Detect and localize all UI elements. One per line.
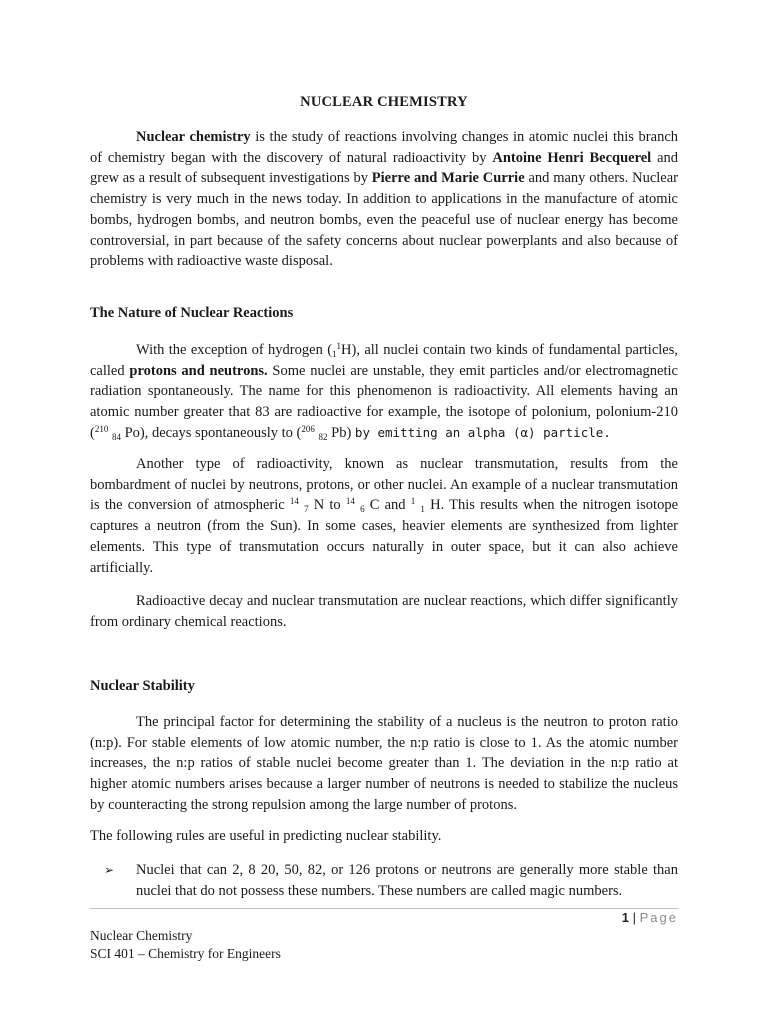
- nature-paragraph-3: Radioactive decay and nuclear transmutation are nuclear reactions, which differ significantly from ordinary chemical reactions.: [90, 593, 678, 630]
- intro-paragraph: Nuclear chemistry is the study of reactions involving changes in atomic nuclei this branch of chemistry began with the discovery of natural radioactivity by Antoine Henri Becquerel and grew as a result of subsequent investigations by Pierre and Marie Currie and many others. Nuclear chemistry is very much in the news today. In addition to applications in the manufacture of atomic bombs, hydrogen bombs, and neutron bombs, even the peaceful use of nuclear energy has become controversial, in part because of the safety concerns about nuclear powerplants and also because of problems with radioactive waste disposal.: [90, 129, 679, 270]
- page-footer: [90, 927, 281, 963]
- section-heading-nature: The Nature of Nuclear Reactions: [90, 305, 294, 321]
- nature-paragraph-1: With the exception of hydrogen $(_1^1H)$, all nuclei contain two kinds of fundamental particles, called protons and neutrons. Some nuclei are unstable, they emit particles and/or electromagnetic radiation spontaneously. The name for this phenomenon is radioactivity. All elements having an atomic number greater that 83 are radioactive for example, the isotope of polonium, polonium-210 ($^{210}$ $_{84}$ Po), decays spontaneously to ($^{206}$ $_{82}$ Pb) by emitting an alpha (α) particle.: [90, 341, 679, 442]
- footer-course-code: SCI 401 – Chemistry for Engineers: [90, 946, 281, 961]
- section-heading-stability: Nuclear Stability: [90, 678, 195, 694]
- intro-name-curie: Pierre and Marie Currie: [371, 170, 525, 187]
- footer-course-title: Nuclear Chemistry: [90, 928, 193, 943]
- nature-paragraph-2: Another type of radioactivity, known as nuclear transmutation, results from the bombardment of nuclei by neutrons, protons, or other nuclei. An example of a nuclear transmutation is the conversion of atmospheric $^{14}$ $_7$ N to $^{14}$ $_6$ C and $^1$ $_1$ H. This results when the nitrogen isotope captures a neutron (from the Sun). In some cases, heavier elements are synthesized from lighter elements. This type of transmutation occurs naturally in outer space, but it can also achieve artificially.: [90, 456, 679, 576]
- stability-paragraph-1: The principal factor for determining the stability of a nucleus is the neutron to proton ratio (n:p). For stable elements of low atomic number, the n:p ratio is close to 1. As the atomic number increases, the n:p ratios of stable nuclei become greater than 1. The deviation in the n:p ratio at higher atomic numbers arises because a larger number of neutrons is needed to stabilize the nucleus by counteracting the strong repulsion among the large number of protons.: [90, 714, 678, 813]
- intro-term: Nuclear chemistry: [136, 129, 251, 145]
- intro-name-becquerel: Antoine Henri Becquerel: [492, 149, 652, 166]
- bold-protons-neutrons: protons and neutrons.: [129, 362, 268, 379]
- list-item: ➢ Nuclei that can 2, 8 20, 50, 82, or 126 protons or neutrons are generally more stable than nuclei that do not possess these numbers. These numbers are called magic numbers.: [104, 862, 678, 899]
- document-title: NUCLEAR CHEMISTRY: [300, 94, 468, 110]
- arrowhead-bullet-icon: ➢: [104, 863, 115, 877]
- page-number: 1 | Page: [621, 910, 678, 925]
- stability-paragraph-2: The following rules are useful in predicting nuclear stability.: [90, 828, 442, 844]
- footer-divider: [90, 908, 678, 909]
